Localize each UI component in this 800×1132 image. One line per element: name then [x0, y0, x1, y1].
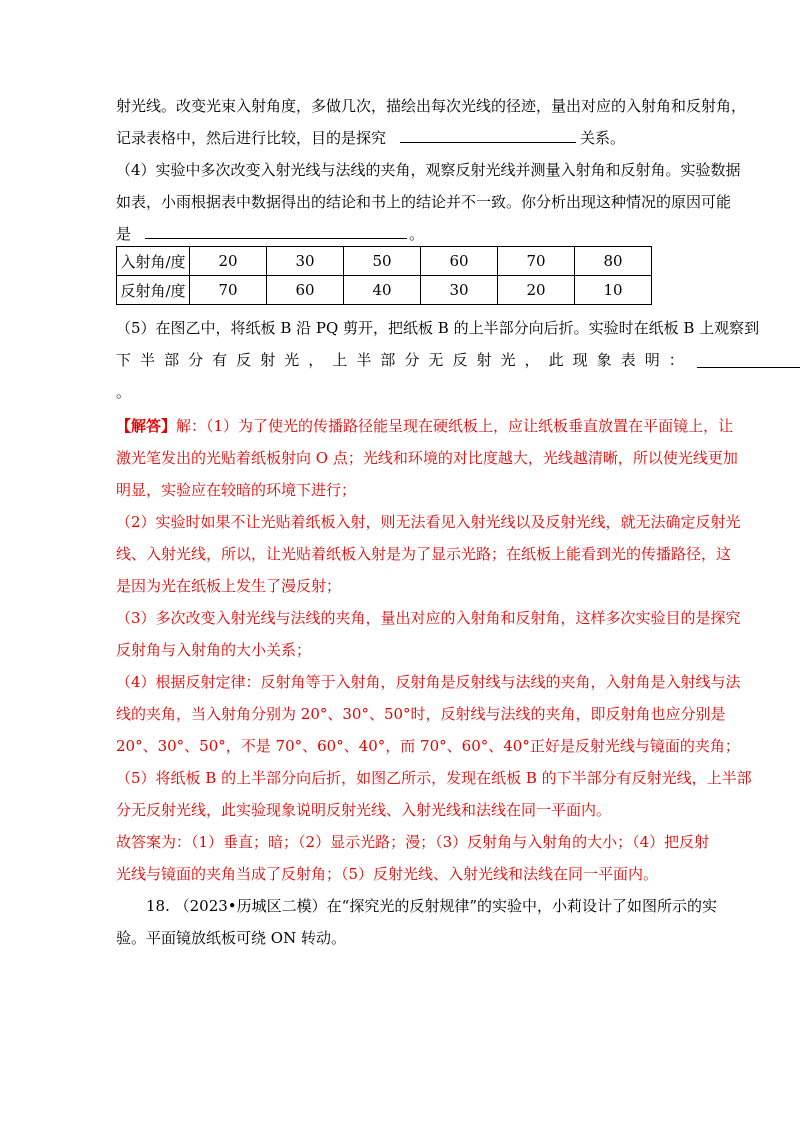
- char: 下: [116, 351, 132, 369]
- text-segment: 记录表格中，然后进行比较，目的是探究: [116, 129, 387, 147]
- text-line: [116, 128, 625, 148]
- question-18-line: 18. （2023•历城区二模）在“探究光的反射规律”的实验中，小莉设计了如图所示的实: [146, 897, 717, 915]
- answer-line: 分无反射光线，此实验现象说明反射光线、入射光线和法线在同一平面内。: [116, 801, 612, 819]
- table-cell: 20: [190, 247, 267, 276]
- answer-line: （4）根据反射定律：反射角等于入射角，反射角是反射线与法线的夹角，入射角是入射线与法: [116, 673, 741, 691]
- char: 分: [188, 351, 204, 369]
- answer-text: 解：（1）为了使光的传播路径能呈现在硬纸板上，应让纸板垂直放置在平面镜上，让: [176, 417, 734, 435]
- table-cell: 60: [267, 276, 344, 305]
- text-line: （4）实验中多次改变入射光线与法线的夹角，观察反射光线并测量入射角和反射角。实验数据: [116, 161, 741, 179]
- text-line: 。: [116, 383, 132, 401]
- char: 象: [596, 351, 612, 369]
- char: 表: [620, 351, 636, 369]
- char: ，: [308, 351, 324, 369]
- answer-line: 明显，实验应在较暗的环境下进行；: [116, 481, 357, 499]
- char: 无: [428, 351, 444, 369]
- text-line: （5）在图乙中，将纸板 B 沿 PQ 剪开，把纸板 B 的上半部分向后折。实验时在纸板 B 上观察到: [116, 319, 760, 337]
- text-segment: 是: [116, 225, 132, 243]
- answer-line: 激光笔发出的光贴着纸板射向 O 点；光线和环境的对比度越大，光线越清晰，所以使光线更加: [116, 449, 738, 467]
- char: 明: [644, 351, 660, 369]
- table-cell: 60: [421, 247, 498, 276]
- answer-blank: [400, 128, 576, 143]
- text-line: 如表，小雨根据表中数据得出的结论和书上的结论并不一致。你分析出现这种情况的原因可能: [116, 193, 732, 211]
- answer-line: （3）多次改变入射光线与法线的夹角，量出对应的入射角和反射角，这样多次实验目的是探究: [116, 609, 741, 627]
- table-cell: 70: [498, 247, 575, 276]
- answer-blank: [697, 367, 800, 368]
- char: ，: [524, 351, 540, 369]
- text-line: 射光线。改变光束入射角度，多做几次，描绘出每次光线的径迹，量出对应的入射角和反射角，: [116, 97, 747, 115]
- question-18-line: 验。平面镜放纸板可绕 ON 转动。: [116, 929, 346, 947]
- answer-line: 反射角与入射角的大小关系；: [116, 641, 312, 659]
- text-segment: 关系。: [580, 129, 626, 147]
- answer-line: 线的夹角，当入射角分别为 20°、30°、50°时，反射线与法线的夹角，即反射角也应分别是: [116, 705, 726, 723]
- data-table: [116, 246, 652, 305]
- table-cell: 80: [575, 247, 652, 276]
- char: 光: [284, 351, 300, 369]
- answer-line: 光线与镜面的夹角当成了反射角；（5）反射光线、入射光线和法线在同一平面内。: [116, 865, 659, 883]
- answer-line: （2）实验时如果不让光贴着纸板入射，则无法看见入射光线以及反射光线，就无法确定反射光: [116, 513, 741, 531]
- char: 半: [140, 351, 156, 369]
- answer-blank: [145, 224, 407, 239]
- char: 射: [260, 351, 276, 369]
- char: 射: [476, 351, 492, 369]
- char: 此: [548, 351, 564, 369]
- answer-line: 故答案为：（1）垂直；暗；（2）显示光路；漫；（3）反射角与入射角的大小；（4）把反射: [116, 833, 710, 851]
- char: 部: [164, 351, 180, 369]
- text-line-justified: [116, 350, 684, 370]
- char: 上: [332, 351, 348, 369]
- table-row-header: 反射角/度: [117, 276, 190, 305]
- table-cell: 40: [344, 276, 421, 305]
- answer-line: （5）将纸板 B 的上半部分向后折，如图乙所示，发现在纸板 B 的下半部分有反射光线，上半部: [116, 769, 752, 787]
- answer-line: [116, 416, 733, 436]
- answer-line: 20°、30°、50°，不是 70°、60°、40°，而 70°、60°、40°正好是反射光线与镜面的夹角；: [116, 737, 740, 755]
- table-cell: 50: [344, 247, 421, 276]
- char: 光: [500, 351, 516, 369]
- table-cell: 10: [575, 276, 652, 305]
- table-cell: 20: [498, 276, 575, 305]
- answer-line: 线、入射光线，所以，让光贴着纸板入射是为了显示光路；在纸板上能看到光的传播路径，这: [116, 545, 732, 563]
- text-line: [116, 224, 424, 244]
- table-row-header: 入射角/度: [117, 247, 190, 276]
- char: ：: [668, 351, 684, 369]
- table-cell: 70: [190, 276, 267, 305]
- text-segment: 。: [409, 225, 425, 243]
- char: 半: [356, 351, 372, 369]
- char: 现: [572, 351, 588, 369]
- answer-line: 是因为光在纸板上发生了漫反射；: [116, 577, 342, 595]
- char: 反: [452, 351, 468, 369]
- table-cell: 30: [267, 247, 344, 276]
- char: 有: [212, 351, 228, 369]
- table-cell: 30: [421, 276, 498, 305]
- table-row: [117, 276, 652, 305]
- char: 部: [380, 351, 396, 369]
- char: 分: [404, 351, 420, 369]
- answer-tag: 【解答】: [116, 417, 177, 435]
- table-row: [117, 247, 652, 276]
- char: 反: [236, 351, 252, 369]
